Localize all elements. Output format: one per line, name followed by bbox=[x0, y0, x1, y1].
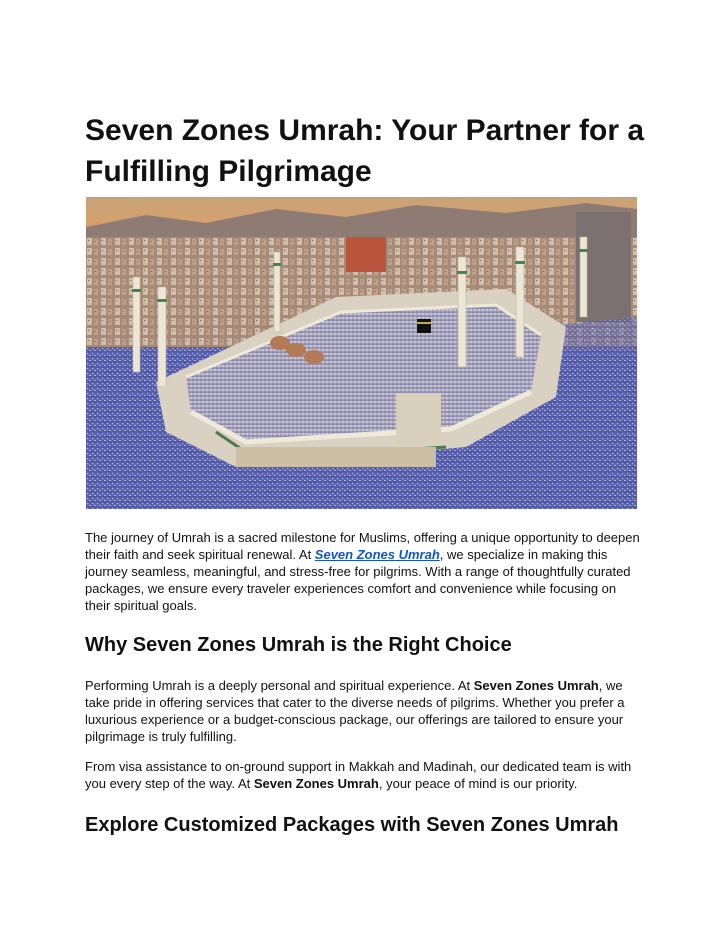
why-p1-end: , we take pride in offering services that cater to the diverse needs of pilgrims. Whether you prefer a luxurious experience or a budget-conscious package, our offerings are tailored to ensure your pilgrimage is truly fulfilling. bbox=[85, 678, 625, 744]
intro-paragraph bbox=[85, 529, 645, 614]
page-title: Seven Zones Umrah: Your Partner for a Fulfilling Pilgrimage bbox=[85, 114, 645, 188]
why-p2-start: From visa assistance to on-ground support in Makkah and Madinah, our dedicated team is with you every step of the way. At bbox=[85, 759, 632, 791]
section-heading-why: Why Seven Zones Umrah is the Right Choice bbox=[85, 634, 512, 656]
why-p1-start: Performing Umrah is a deeply personal and spiritual experience. At bbox=[85, 678, 474, 693]
masjid-al-haram-photo bbox=[86, 197, 637, 509]
seven-zones-umrah-link[interactable]: Seven Zones Umrah bbox=[314, 547, 440, 562]
why-paragraph-1 bbox=[85, 677, 645, 745]
intro-text-end: , we specialize in making this journey seamless, meaningful, and stress-free for pilgrims. With a range of thoughtfully curated packages, we ensure every traveler experiences comfort and convenience while focusing on their spiritual goals. bbox=[85, 547, 631, 613]
section-heading-packages: Explore Customized Packages with Seven Zones Umrah bbox=[85, 814, 619, 836]
intro-text-start: The journey of Umrah is a sacred milestone for Muslims, offering a unique opportunity to deepen their faith and seek spiritual renewal. At bbox=[85, 530, 640, 562]
why-p1-bold: Seven Zones Umrah bbox=[473, 678, 599, 693]
why-p2-end: , your peace of mind is our priority. bbox=[378, 776, 578, 791]
why-paragraph-2 bbox=[85, 758, 645, 792]
why-p2-bold: Seven Zones Umrah bbox=[253, 776, 379, 791]
